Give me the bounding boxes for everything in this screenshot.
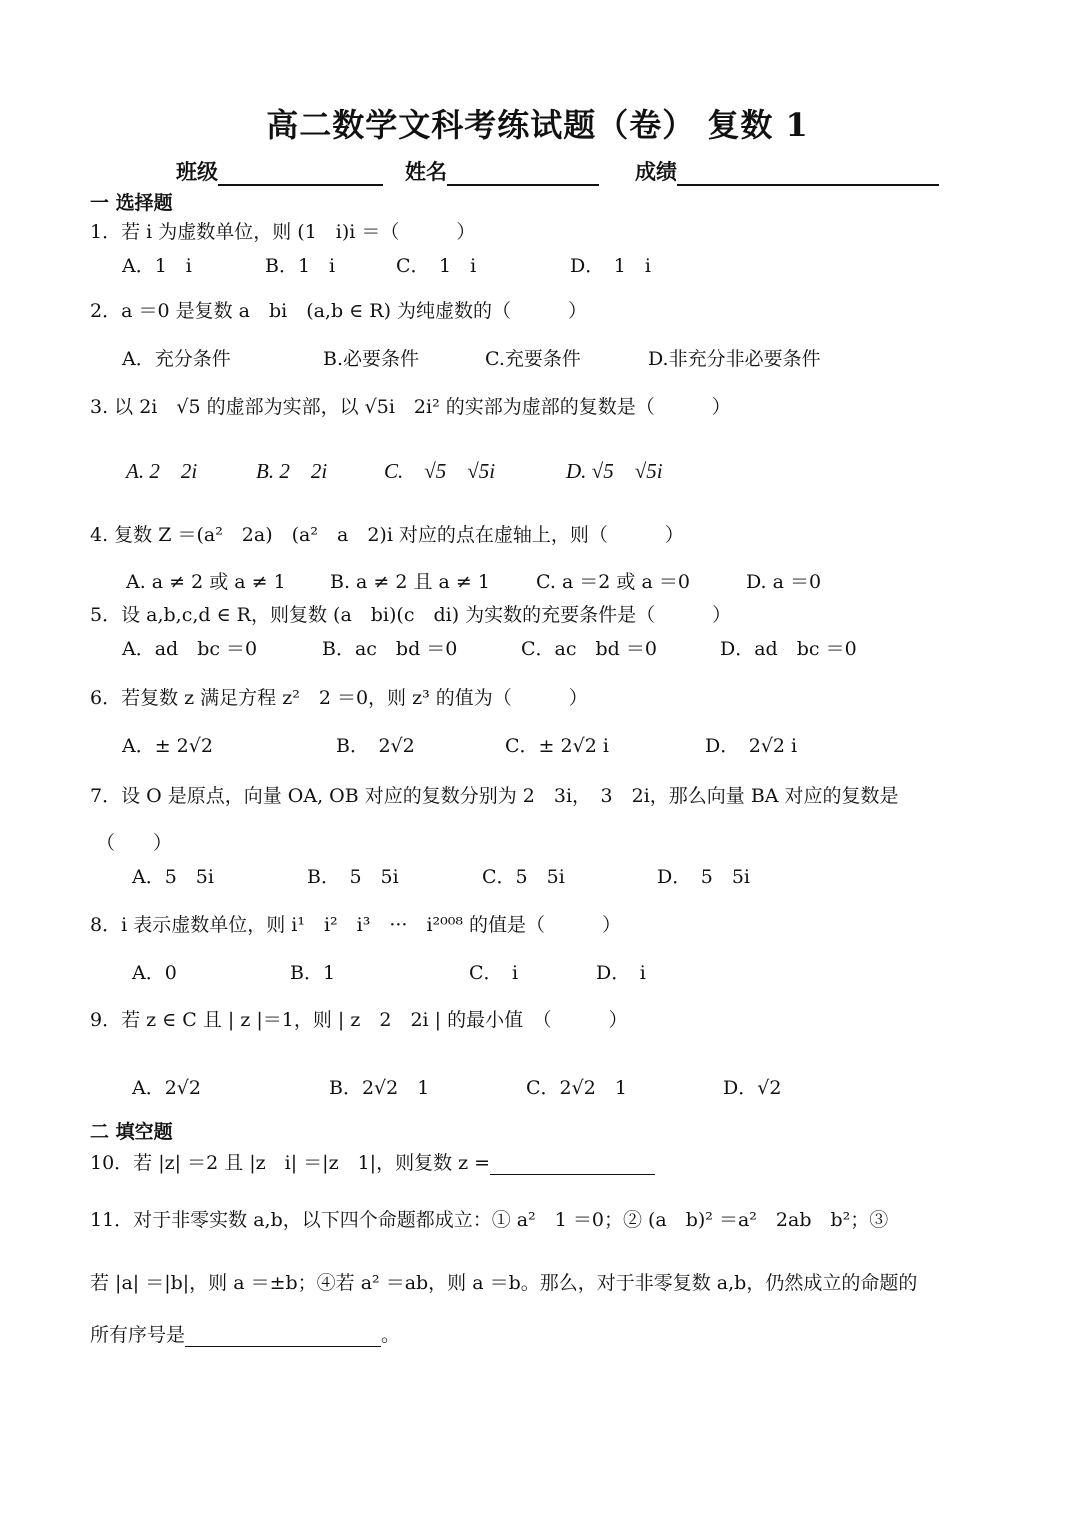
q5-option-b[interactable]: B．ac bd ＝0 bbox=[322, 638, 458, 660]
q3-option-b[interactable]: B. 2 2i bbox=[256, 459, 328, 483]
q6-option-b[interactable]: B． 2√2 bbox=[336, 735, 415, 757]
q4-option-d[interactable]: D. a ＝0 bbox=[746, 571, 822, 593]
score-blank[interactable] bbox=[677, 164, 939, 186]
q5-option-a[interactable]: A．ad bc ＝0 bbox=[122, 638, 258, 660]
section-choice: 一 选择题 bbox=[90, 192, 173, 214]
q1-option-b[interactable]: B．1 i bbox=[265, 255, 336, 277]
question-10 bbox=[90, 1148, 655, 1175]
page-title: 高二数学文科考练试题（卷） 复数 1 bbox=[266, 106, 809, 144]
question-11-line-2: 若 |a| ＝|b|，则 a ＝±b；④若 a² ＝ab，则 a ＝b。那么，对于非零复数 a,b，仍然成立的命题的 bbox=[90, 1272, 918, 1294]
question-8: 8．i 表示虚数单位，则 i¹ i² i³ ··· i²⁰⁰⁸ 的值是（ ） bbox=[90, 914, 622, 936]
q2-option-c[interactable]: C.充要条件 bbox=[485, 348, 581, 370]
q2-option-d[interactable]: D.非充分非必要条件 bbox=[648, 348, 821, 370]
q5-option-c[interactable]: C．ac bd ＝0 bbox=[521, 638, 657, 660]
q6-option-a[interactable]: A．± 2√2 bbox=[122, 735, 213, 757]
q7-option-c[interactable]: C．5 5i bbox=[482, 866, 565, 888]
score-field bbox=[635, 156, 939, 186]
name-blank[interactable] bbox=[447, 164, 599, 186]
score-label: 成绩 bbox=[635, 159, 677, 184]
question-9: 9．若 z ∈ C 且 | z |＝1，则 | z 2 2i | 的最小值 （ ） bbox=[90, 1009, 628, 1031]
question-4: 4. 复数 Z ＝(a² 2a) (a² a 2)i 对应的点在虚轴上，则（ ） bbox=[90, 524, 684, 546]
q4-option-b[interactable]: B. a ≠ 2 且 a ≠ 1 bbox=[330, 571, 490, 593]
section-fill: 二 填空题 bbox=[90, 1121, 173, 1143]
q9-option-d[interactable]: D．√2 bbox=[723, 1077, 782, 1099]
q8-option-d[interactable]: D． i bbox=[596, 962, 646, 984]
q11-answer-blank[interactable] bbox=[185, 1328, 381, 1347]
q7-option-d[interactable]: D． 5 5i bbox=[657, 866, 750, 888]
question-5: 5．设 a,b,c,d ∈ R，则复数 (a bi)(c di) 为实数的充要条件是（ ） bbox=[90, 604, 732, 626]
class-label: 班级 bbox=[176, 159, 218, 184]
class-blank[interactable] bbox=[218, 164, 383, 186]
question-10-text: 10．若 |z| ＝2 且 |z i| ＝|z 1|，则复数 z = bbox=[90, 1152, 491, 1174]
q8-option-b[interactable]: B．1 bbox=[290, 962, 336, 984]
question-11-prefix: 所有序号是 bbox=[90, 1324, 186, 1346]
question-11-line-3 bbox=[90, 1320, 400, 1347]
name-label: 姓名 bbox=[405, 159, 447, 184]
q4-option-c[interactable]: C. a ＝2 或 a ＝0 bbox=[536, 571, 690, 593]
name-field bbox=[405, 156, 599, 186]
q2-option-b[interactable]: B.必要条件 bbox=[323, 348, 420, 370]
question-7: 7．设 O 是原点，向量 OA, OB 对应的复数分别为 2 3i， 3 2i，那么向量 BA 对应的复数是 bbox=[90, 785, 899, 807]
q5-option-d[interactable]: D．ad bc ＝0 bbox=[720, 638, 857, 660]
q8-option-a[interactable]: A．0 bbox=[132, 962, 177, 984]
question-3: 3. 以 2i √5 的虚部为实部，以 √5i 2i² 的实部为虚部的复数是（ ） bbox=[90, 396, 731, 418]
q8-option-c[interactable]: C． i bbox=[469, 962, 519, 984]
q3-option-a[interactable]: A. 2 2i bbox=[126, 459, 198, 483]
q1-option-a[interactable]: A．1 i bbox=[122, 255, 192, 277]
q10-answer-blank[interactable] bbox=[490, 1156, 655, 1175]
question-7-paren: （ ） bbox=[96, 832, 173, 854]
class-field bbox=[176, 156, 383, 186]
question-2: 2．a ＝0 是复数 a bi (a,b ∈ R) 为纯虚数的（ ） bbox=[90, 300, 588, 322]
q2-option-a[interactable]: A．充分条件 bbox=[122, 348, 231, 370]
q7-option-a[interactable]: A．5 5i bbox=[132, 866, 214, 888]
q9-option-b[interactable]: B．2√2 1 bbox=[329, 1077, 430, 1099]
q9-option-a[interactable]: A．2√2 bbox=[132, 1077, 202, 1099]
q9-option-c[interactable]: C．2√2 1 bbox=[526, 1077, 627, 1099]
question-1: 1．若 i 为虚数单位，则 (1 i)i ＝（ ） bbox=[90, 221, 476, 243]
q6-option-d[interactable]: D． 2√2 i bbox=[705, 735, 798, 757]
q1-option-d[interactable]: D． 1 i bbox=[570, 255, 651, 277]
q1-option-c[interactable]: C． 1 i bbox=[396, 255, 477, 277]
q4-option-a[interactable]: A. a ≠ 2 或 a ≠ 1 bbox=[126, 571, 286, 593]
q6-option-c[interactable]: C．± 2√2 i bbox=[505, 735, 609, 757]
q3-option-d[interactable]: D. √5 √5i bbox=[566, 459, 663, 483]
question-6: 6．若复数 z 满足方程 z² 2 ＝0，则 z³ 的值为（ ） bbox=[90, 687, 588, 709]
q7-option-b[interactable]: B． 5 5i bbox=[307, 866, 399, 888]
question-11-suffix: 。 bbox=[381, 1324, 401, 1346]
q3-option-c[interactable]: C. √5 √5i bbox=[384, 459, 496, 483]
question-11-line-1: 11．对于非零实数 a,b，以下四个命题都成立：① a² 1 ＝0；② (a b)² ＝a² 2ab b²；③ bbox=[90, 1209, 889, 1231]
